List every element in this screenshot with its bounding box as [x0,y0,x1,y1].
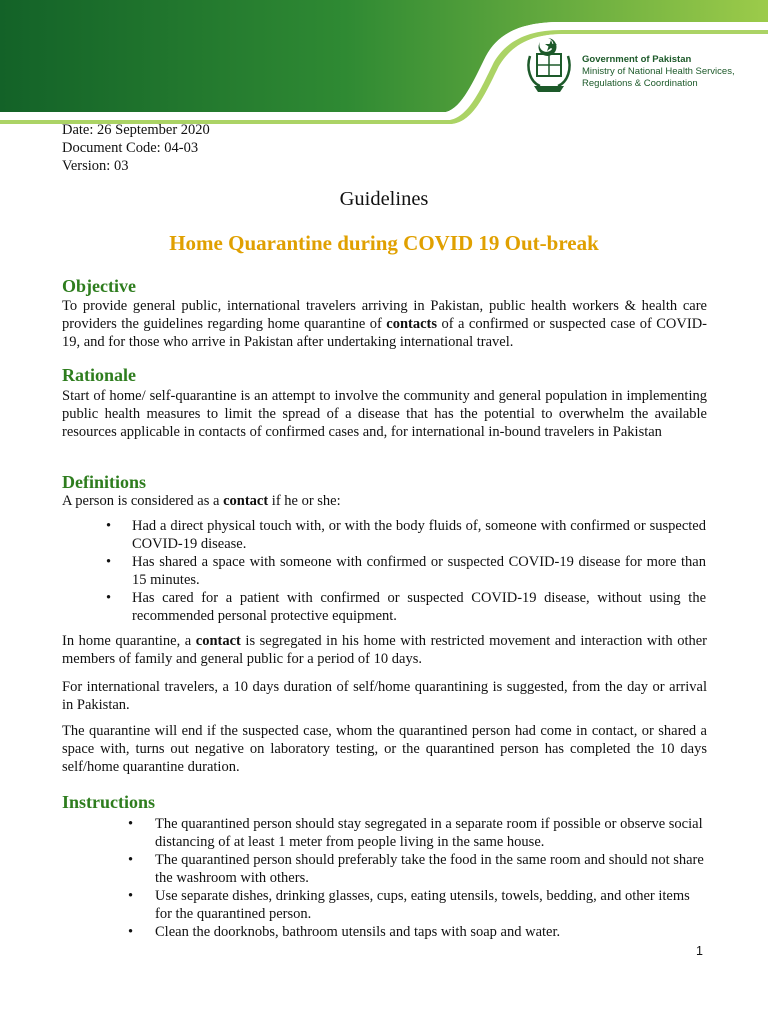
list-item: • Clean the doorknobs, bathroom utensils and taps with soap and water. [128,924,561,940]
list-item: • Had a direct physical touch with, or with the body fluids of, someone with confirmed or suspected COVID-19 disease. [106,518,706,552]
objective-heading: Objective [62,276,136,296]
government-logo-block [524,36,764,96]
definitions-para-2: For international travelers, a 10 days duration of self/home quarantining is suggested, from the day or arrival in Pakistan. [62,679,707,713]
list-item: • The quarantined person should preferably take the food in the same room and should not share the washroom with others. [128,852,704,886]
ministry-subname: Regulations & Coordination [582,78,698,89]
definitions-intro: A person is considered as a contact if he or she: [62,493,341,509]
definitions-para-1: In home quarantine, a contact is segregated in his home with restricted movement and interaction with other members of family and general public for a period of 10 days. [62,633,708,667]
state-emblem-icon [524,36,574,94]
guidelines-label: Guidelines [339,188,429,210]
definitions-heading: Definitions [62,472,147,492]
instructions-list [128,815,706,941]
rationale-section [62,387,707,441]
rationale-heading: Rationale [62,365,136,385]
document-title: Home Quarantine during COVID 19 Out-break [169,231,599,255]
definitions-list [106,517,706,625]
list-item: • Has cared for a patient with confirmed or suspected COVID-19 disease, without using the recommended personal protective equipment. [106,590,706,624]
objective-section [62,297,707,351]
document-version: Version: 03 [62,158,129,174]
objective-text: To provide general public, international travelers arriving in Pakistan, public health workers & health care providers the guidelines regarding home quarantine of contacts of a confirmed or suspected case of COVID-19, and for those who arrive in Pakistan after undertaking international travel. [62,298,707,350]
government-name: Government of Pakistan [582,54,692,65]
document-code: Document Code: 04-03 [62,140,199,156]
definitions-para-3: The quarantine will end if the suspected case, whom the quarantined person had come in contact, or shared a space with, turns out negative on laboratory testing, or the quarantined person has completed the 10 days self/home quarantine duration. [62,723,707,775]
document-date: Date: 26 September 2020 [62,122,210,138]
list-item: • Has shared a space with someone with confirmed or suspected COVID-19 disease for more than 15 minutes. [106,554,706,588]
list-item: • The quarantined person should stay segregated in a separate room if possible or observe social distancing of at least 1 meter from people living in the same house. [128,816,703,850]
ministry-name: Ministry of National Health Services, [582,66,735,77]
document-meta [62,121,210,175]
page-number: 1 [696,944,703,958]
instructions-heading: Instructions [62,792,156,812]
list-item: • Use separate dishes, drinking glasses, cups, eating utensils, towels, bedding, and other items for the quarantined person. [128,888,690,922]
rationale-text: Start of home/ self-quarantine is an attempt to involve the community and general population in implementing public health measures to limit the spread of a disease that has the potential to overwhelm the available resources applicable in contacts of confirmed cases and, for international in-bound travelers in Pakistan [62,388,707,440]
